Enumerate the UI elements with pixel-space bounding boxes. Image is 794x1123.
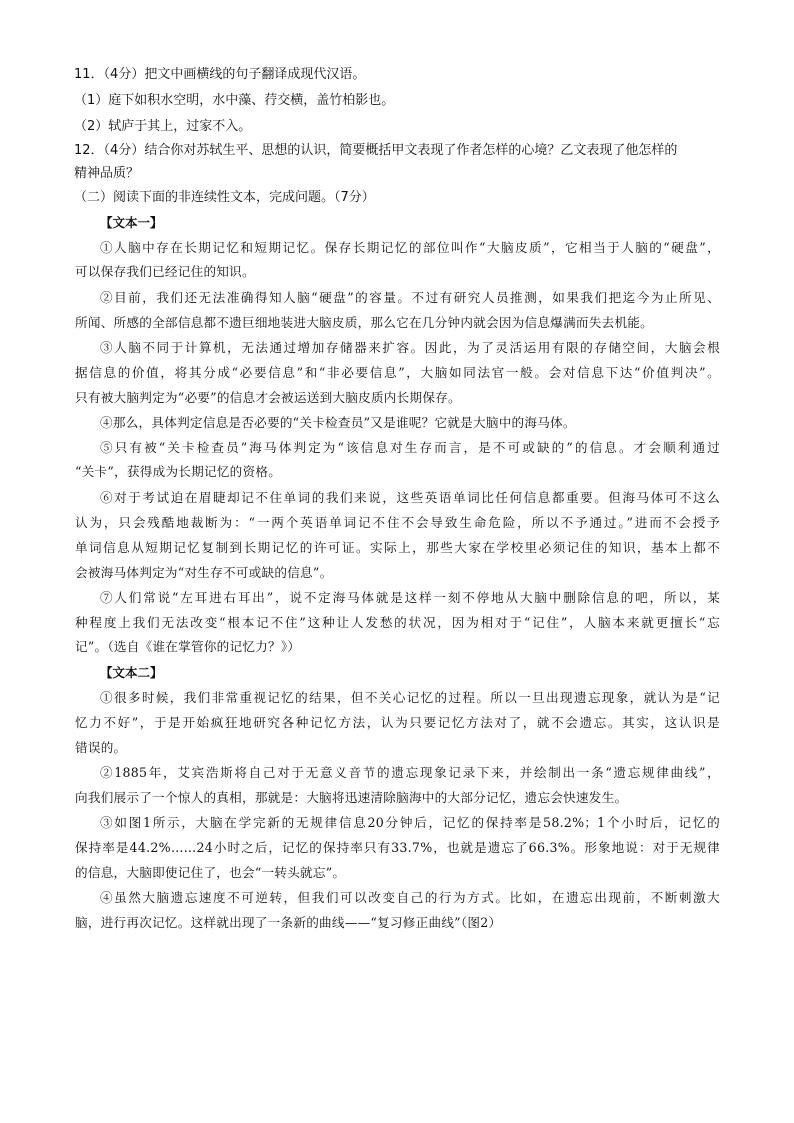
text1-line: 据信息的价值，将其分成“必要信息”和“非必要信息”，大脑如同法官一般。会对信息下达“价值判决”。	[75, 365, 720, 380]
text1-line: ④那么，具体判定信息是否必要的“关卡检查员”又是谁呢？它就是大脑中的海马体。	[100, 415, 576, 430]
text1-heading: 【文本一】	[100, 215, 163, 230]
question-11-part-2: （2）轼庐于其上，过家不入。	[74, 119, 252, 134]
text1-line: ⑤只有被“关卡检查员”海马体判定为“该信息对生存而言，是不可或缺的”的信息。才会顺利通过	[100, 440, 720, 455]
section-2-heading: （二）阅读下面的非连续性文本，完成问题。（7分）	[74, 190, 375, 205]
text2-line: ④虽然大脑遗忘速度不可逆转，但我们可以改变自己的行为方式。比如，在遗忘出现前，不断刺激大	[100, 890, 720, 905]
text1-line: 认为，只会残酷地裁断为：“一两个英语单词记不住不会导致生命危险，所以不予通过。”进而不会授予	[75, 515, 720, 530]
text1-line: 只有被大脑判定为“必要”的信息才会被运送到大脑皮质内长期保存。	[75, 390, 461, 405]
text1-line: 所闻、所感的全部信息都不遗巨细地装进大脑皮质，那么它在几分钟内就会因为信息爆满而失去机能。	[75, 315, 653, 330]
text1-line: 可以保存我们已经记住的知识。	[75, 264, 255, 279]
text1-line: 种程度上我们无法改变“根本记不住”这种让人发愁的状况，因为相对于“记住”，人脑本来就更擅长“忘	[75, 615, 720, 630]
text2-heading: 【文本二】	[100, 665, 163, 680]
text1-line: ②目前，我们还无法准确得知人脑“硬盘”的容量。不过有研究人员推测，如果我们把迄今为止所见、	[100, 290, 720, 305]
text2-line: 脑，进行再次记忆。这样就出现了一条新的曲线——“复习修正曲线”（图2）	[75, 915, 502, 930]
text1-line: “关卡”，获得成为长期记忆的资格。	[75, 464, 282, 479]
text1-line: 单词信息从短期记忆复制到长期记忆的许可证。实际上，那些大家在学校里必须记住的知识，基本上都不	[75, 540, 720, 555]
question-11: 11．（4分）把文中画横线的句子翻译成现代汉语。	[74, 67, 366, 82]
text2-line: 保持率是44.2%……24小时之后，记忆的保持率只有33.7%，也就是遗忘了66.3%。形象地说：对于无规律	[75, 840, 720, 855]
text1-line: ①人脑中存在长期记忆和短期记忆。保存长期记忆的部位叫作“大脑皮质”，它相当于人脑的“硬盘”，	[100, 240, 720, 255]
text2-line: 的信息，大脑即使记住了，也会“一转头就忘”。	[75, 865, 346, 880]
text2-line: 错误的。	[75, 740, 127, 755]
text2-line: 忆力不好”，于是开始疯狂地研究各种记忆方法，认为只要记忆方法对了，就不会遗忘。其实，这认识是	[75, 715, 720, 730]
text1-line: ⑥对于考试迫在眉睫却记不住单词的我们来说，这些英语单词比任何信息都重要。但海马体可不这么	[100, 490, 720, 505]
text1-line: 会被海马体判定为“对生存不可或缺的信息”。	[75, 565, 333, 580]
question-12-line-2: 精神品质？	[74, 166, 140, 181]
text1-line: ⑦人们常说“左耳进右耳出”，说不定海马体就是这样一刻不停地从大脑中删除信息的吧，所以，某	[100, 590, 720, 605]
question-12-line-1: 12．（4分）结合你对苏轼生平、思想的认识，简要概括甲文表现了作者怎样的心境？乙文表现了他怎样的	[74, 143, 678, 158]
text2-line: ②1885年，艾宾浩斯将自己对于无意义音节的遗忘现象记录下来，并绘制出一条“遗忘规律曲线”，	[100, 765, 720, 780]
text1-line: ③人脑不同于计算机，无法通过增加存储器来扩容。因此，为了灵活运用有限的存储空间，大脑会根	[100, 340, 720, 355]
text2-line: ①很多时候，我们非常重视记忆的结果，但不关心记忆的过程。所以一旦出现遗忘现象，就认为是“记	[100, 690, 720, 705]
text1-line: 记”。（选自《谁在掌管你的记忆力？》）	[75, 639, 301, 654]
question-11-part-1: （1）庭下如积水空明，水中藻、荇交横，盖竹柏影也。	[74, 93, 395, 108]
text2-line: 向我们展示了一个惊人的真相，那就是：大脑将迅速清除脑海中的大部分记忆，遗忘会快速发生。	[75, 790, 628, 805]
text2-line: ③如图1所示，大脑在学完新的无规律信息20分钟后，记忆的保持率是58.2%；1个小时后，记忆的	[100, 815, 720, 830]
